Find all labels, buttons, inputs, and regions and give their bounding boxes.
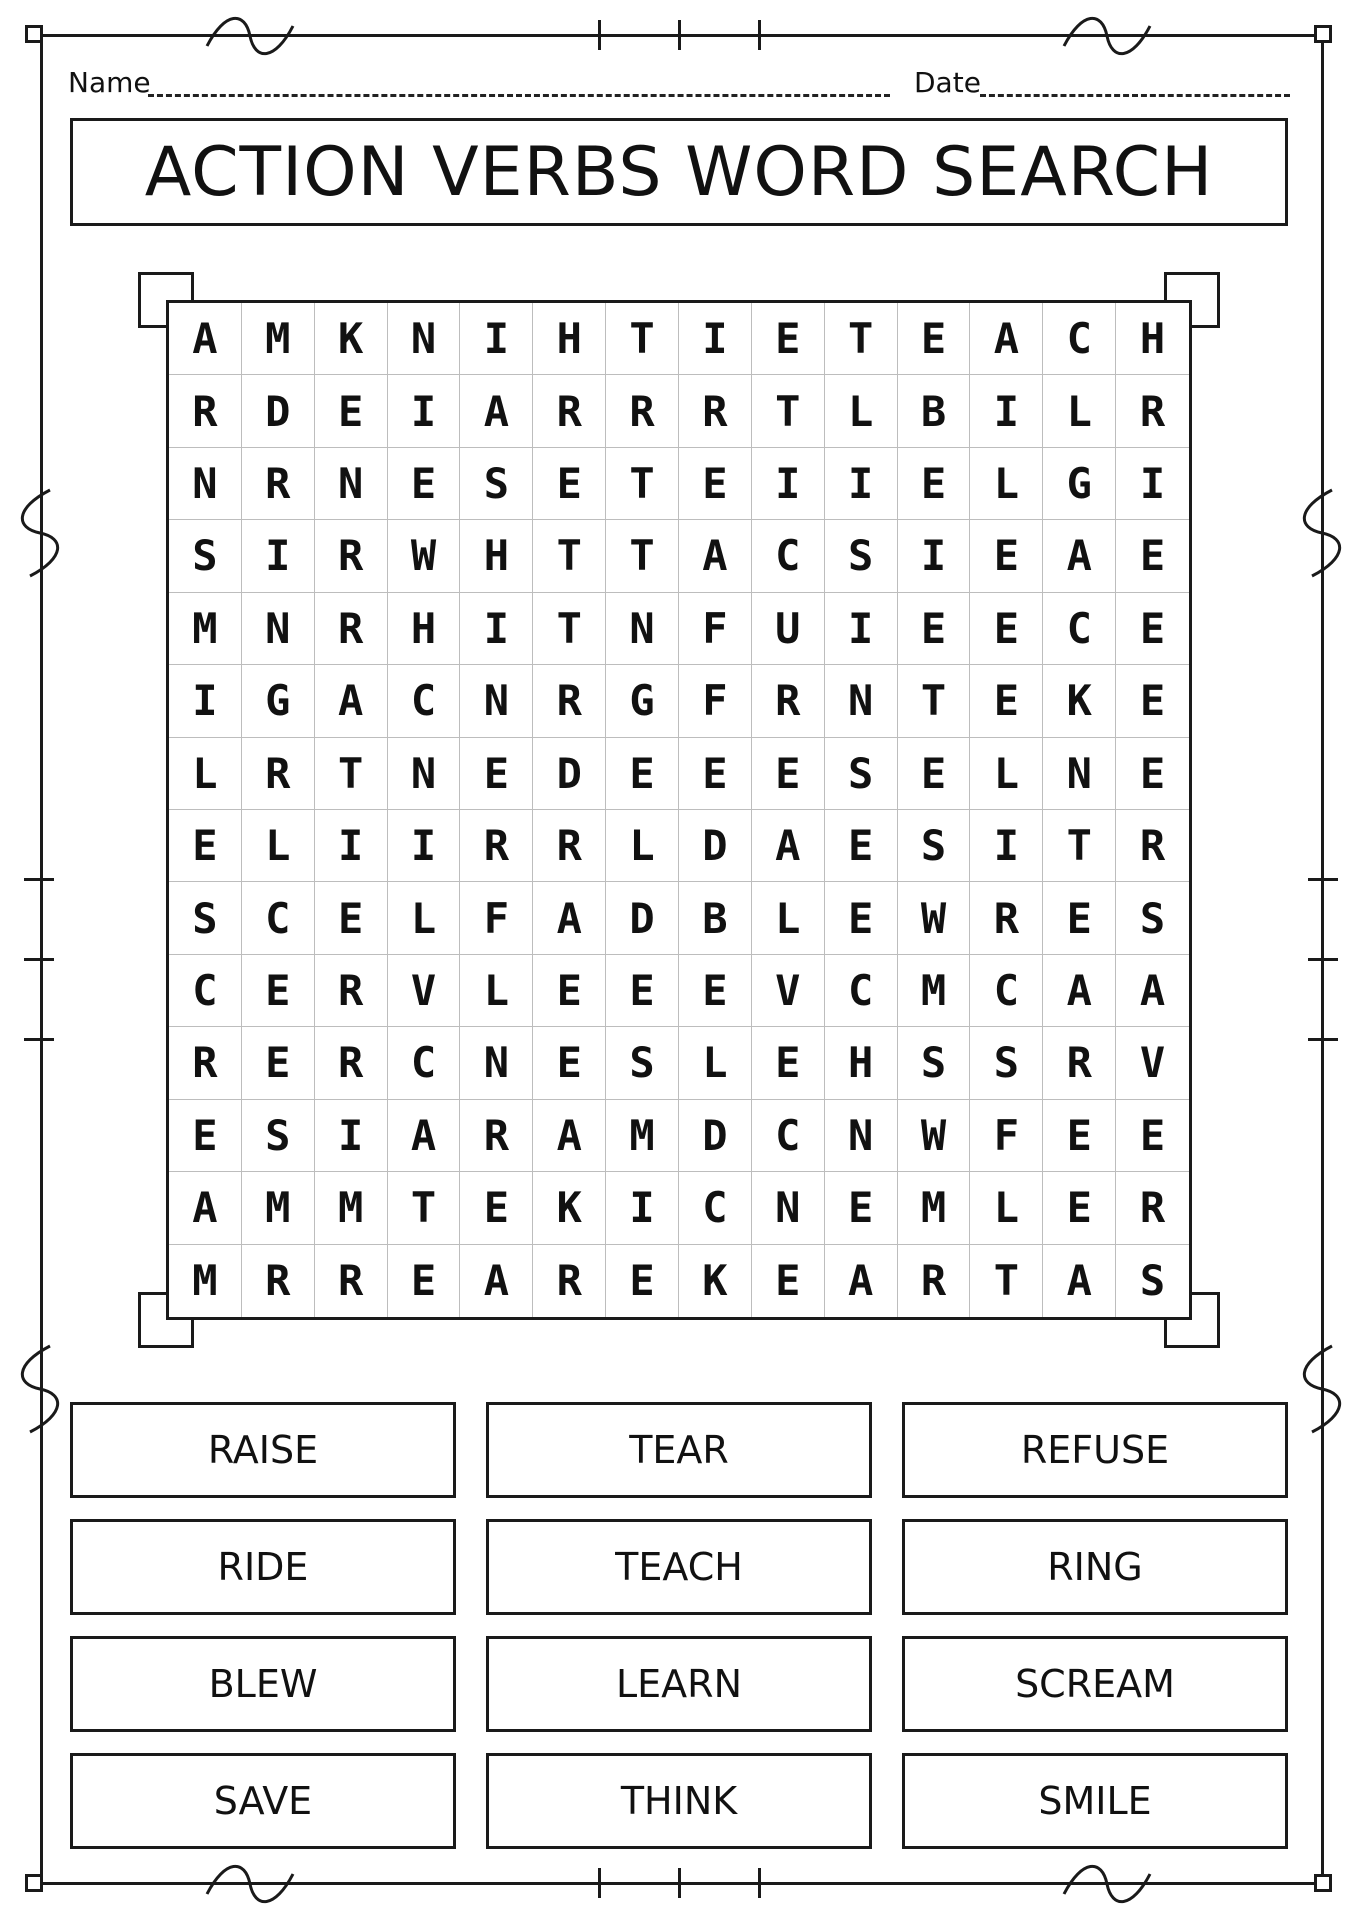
- grid-cell[interactable]: A: [460, 375, 533, 447]
- grid-cell[interactable]: R: [315, 520, 388, 592]
- word-bank-item: RIDE: [70, 1519, 456, 1615]
- word-bank-item: THINK: [486, 1753, 872, 1849]
- grid-cell[interactable]: E: [752, 1027, 825, 1099]
- word-bank-item: SMILE: [902, 1753, 1288, 1849]
- frame-tick: [24, 1038, 54, 1041]
- grid-cell[interactable]: E: [606, 738, 679, 810]
- grid-cell[interactable]: E: [1043, 1172, 1116, 1244]
- grid-cell[interactable]: G: [1043, 448, 1116, 520]
- grid-cell[interactable]: R: [315, 955, 388, 1027]
- grid-cell[interactable]: A: [533, 882, 606, 954]
- wave-decoration: [20, 1344, 60, 1434]
- grid-cell[interactable]: R: [970, 882, 1043, 954]
- grid-cell[interactable]: E: [1116, 738, 1189, 810]
- grid-cell[interactable]: E: [315, 375, 388, 447]
- word-bank-item: SCREAM: [902, 1636, 1288, 1732]
- grid-cell[interactable]: N: [460, 665, 533, 737]
- wave-decoration: [205, 1864, 295, 1904]
- grid-cell[interactable]: N: [825, 665, 898, 737]
- grid-cell[interactable]: E: [1043, 1100, 1116, 1172]
- grid-cell[interactable]: K: [533, 1172, 606, 1244]
- grid-cell[interactable]: W: [898, 882, 971, 954]
- grid-cell[interactable]: K: [315, 303, 388, 375]
- grid-cell[interactable]: S: [1116, 882, 1189, 954]
- grid-cell[interactable]: L: [970, 448, 1043, 520]
- grid-cell[interactable]: F: [679, 593, 752, 665]
- grid-cell[interactable]: E: [606, 955, 679, 1027]
- grid-cell[interactable]: E: [898, 303, 971, 375]
- grid-cell[interactable]: N: [1043, 738, 1116, 810]
- grid-cell[interactable]: L: [1043, 375, 1116, 447]
- grid-cell[interactable]: H: [1116, 303, 1189, 375]
- grid-cell[interactable]: M: [315, 1172, 388, 1244]
- grid-cell[interactable]: S: [825, 520, 898, 592]
- grid-cell[interactable]: C: [1043, 593, 1116, 665]
- frame-tick: [758, 20, 761, 50]
- grid-cell[interactable]: I: [1116, 448, 1189, 520]
- grid-cell[interactable]: V: [1116, 1027, 1189, 1099]
- grid-cell[interactable]: I: [679, 303, 752, 375]
- wave-decoration: [205, 16, 295, 56]
- grid-cell[interactable]: T: [606, 520, 679, 592]
- grid-cell[interactable]: L: [388, 882, 461, 954]
- title-box: [70, 118, 1288, 226]
- grid-cell[interactable]: G: [606, 665, 679, 737]
- grid-cell[interactable]: S: [970, 1027, 1043, 1099]
- grid-cell[interactable]: C: [388, 665, 461, 737]
- grid-cell[interactable]: R: [752, 665, 825, 737]
- grid-cell[interactable]: E: [752, 303, 825, 375]
- grid-cell[interactable]: F: [970, 1100, 1043, 1172]
- grid-cell[interactable]: S: [242, 1100, 315, 1172]
- grid-cell[interactable]: T: [825, 303, 898, 375]
- grid-cell[interactable]: D: [242, 375, 315, 447]
- grid-cell[interactable]: T: [970, 1245, 1043, 1317]
- wave-decoration: [1062, 16, 1152, 56]
- grid-cell[interactable]: I: [169, 665, 242, 737]
- grid-cell[interactable]: E: [242, 955, 315, 1027]
- date-field[interactable]: [980, 94, 1290, 97]
- grid-cell[interactable]: E: [460, 1172, 533, 1244]
- grid-cell[interactable]: R: [1043, 1027, 1116, 1099]
- grid-cell[interactable]: B: [679, 882, 752, 954]
- grid-cell[interactable]: N: [752, 1172, 825, 1244]
- grid-cell[interactable]: I: [825, 448, 898, 520]
- grid-cell[interactable]: E: [752, 738, 825, 810]
- grid-cell[interactable]: K: [679, 1245, 752, 1317]
- grid-cell[interactable]: L: [242, 810, 315, 882]
- word-bank-item: BLEW: [70, 1636, 456, 1732]
- grid-cell[interactable]: E: [825, 882, 898, 954]
- grid-cell[interactable]: E: [533, 448, 606, 520]
- grid-cell[interactable]: A: [1043, 955, 1116, 1027]
- grid-cell[interactable]: D: [606, 882, 679, 954]
- grid-cell[interactable]: C: [242, 882, 315, 954]
- grid-cell[interactable]: E: [970, 593, 1043, 665]
- grid-cell[interactable]: N: [388, 303, 461, 375]
- grid-cell[interactable]: E: [898, 448, 971, 520]
- wave-decoration: [20, 488, 60, 578]
- grid-cell[interactable]: R: [315, 1027, 388, 1099]
- grid-cell[interactable]: T: [606, 303, 679, 375]
- grid-cell[interactable]: E: [970, 665, 1043, 737]
- grid-cell[interactable]: M: [242, 1172, 315, 1244]
- grid-cell[interactable]: N: [460, 1027, 533, 1099]
- grid-cell[interactable]: R: [460, 810, 533, 882]
- grid-cell[interactable]: M: [169, 1245, 242, 1317]
- grid-cell[interactable]: E: [606, 1245, 679, 1317]
- frame-tick: [1308, 1038, 1338, 1041]
- grid-cell[interactable]: A: [679, 520, 752, 592]
- grid-cell[interactable]: A: [533, 1100, 606, 1172]
- frame-corner-bottom-left: [25, 1874, 43, 1892]
- grid-cell[interactable]: E: [679, 738, 752, 810]
- grid-cell[interactable]: A: [169, 1172, 242, 1244]
- grid-cell[interactable]: C: [388, 1027, 461, 1099]
- grid-cell[interactable]: S: [169, 882, 242, 954]
- grid-cell[interactable]: I: [970, 810, 1043, 882]
- grid-cell[interactable]: E: [242, 1027, 315, 1099]
- wave-decoration: [1302, 488, 1342, 578]
- grid-cell[interactable]: R: [242, 448, 315, 520]
- grid-cell[interactable]: N: [606, 593, 679, 665]
- frame-tick: [598, 20, 601, 50]
- grid-cell[interactable]: U: [752, 593, 825, 665]
- grid-cell[interactable]: C: [752, 520, 825, 592]
- grid-cell[interactable]: S: [606, 1027, 679, 1099]
- grid-cell[interactable]: A: [315, 665, 388, 737]
- frame-tick: [598, 1868, 601, 1898]
- grid-cell[interactable]: A: [970, 303, 1043, 375]
- grid-cell[interactable]: R: [1116, 1172, 1189, 1244]
- frame-tick: [678, 20, 681, 50]
- frame-tick: [24, 878, 54, 881]
- grid-cell[interactable]: E: [169, 1100, 242, 1172]
- word-bank-item: RING: [902, 1519, 1288, 1615]
- grid-cell[interactable]: I: [460, 303, 533, 375]
- grid-cell[interactable]: R: [533, 1245, 606, 1317]
- grid-cell[interactable]: S: [898, 810, 971, 882]
- grid-cell[interactable]: C: [169, 955, 242, 1027]
- grid-cell[interactable]: D: [679, 810, 752, 882]
- frame-tick: [678, 1868, 681, 1898]
- grid-cell[interactable]: W: [388, 520, 461, 592]
- grid-cell[interactable]: R: [242, 738, 315, 810]
- frame-corner-top-right: [1314, 25, 1332, 43]
- grid-cell[interactable]: R: [1116, 375, 1189, 447]
- grid-cell[interactable]: S: [898, 1027, 971, 1099]
- grid-cell[interactable]: E: [169, 810, 242, 882]
- grid-cell[interactable]: T: [533, 593, 606, 665]
- letter-grid: [166, 300, 1192, 1320]
- grid-cell[interactable]: L: [606, 810, 679, 882]
- grid-cell[interactable]: R: [315, 1245, 388, 1317]
- grid-cell[interactable]: R: [460, 1100, 533, 1172]
- grid-cell[interactable]: N: [242, 593, 315, 665]
- grid-cell[interactable]: C: [1043, 303, 1116, 375]
- grid-cell[interactable]: E: [388, 448, 461, 520]
- grid-cell[interactable]: N: [388, 738, 461, 810]
- grid-cell[interactable]: C: [970, 955, 1043, 1027]
- date-label: Date: [914, 66, 981, 99]
- word-search-area: [166, 300, 1192, 1320]
- grid-cell[interactable]: D: [679, 1100, 752, 1172]
- grid-cell[interactable]: N: [825, 1100, 898, 1172]
- grid-cell[interactable]: L: [825, 375, 898, 447]
- grid-cell[interactable]: R: [898, 1245, 971, 1317]
- frame-corner-top-left: [25, 25, 43, 43]
- word-bank-item: TEACH: [486, 1519, 872, 1615]
- name-label: Name: [68, 66, 151, 99]
- grid-cell[interactable]: A: [752, 810, 825, 882]
- grid-cell[interactable]: A: [1116, 955, 1189, 1027]
- grid-cell[interactable]: S: [1139, 1256, 1166, 1306]
- grid-cell[interactable]: R: [1116, 810, 1189, 882]
- grid-cell[interactable]: H: [533, 303, 606, 375]
- grid-cell[interactable]: I: [606, 1172, 679, 1244]
- grid-cell[interactable]: R: [169, 375, 242, 447]
- grid-cell[interactable]: L: [460, 955, 533, 1027]
- frame-tick: [1308, 878, 1338, 881]
- grid-cell[interactable]: A: [388, 1100, 461, 1172]
- word-bank-item: RAISE: [70, 1402, 456, 1498]
- grid-cell[interactable]: R: [533, 810, 606, 882]
- grid-cell[interactable]: F: [679, 665, 752, 737]
- grid-cell[interactable]: T: [388, 1172, 461, 1244]
- grid-cell[interactable]: W: [898, 1100, 971, 1172]
- grid-cell[interactable]: A: [1043, 520, 1116, 592]
- grid-cell[interactable]: H: [388, 593, 461, 665]
- grid-cell[interactable]: E: [752, 1245, 825, 1317]
- frame-tick: [758, 1868, 761, 1898]
- grid-cell[interactable]: E: [1116, 520, 1189, 592]
- grid-cell[interactable]: I: [388, 810, 461, 882]
- grid-cell[interactable]: I: [752, 448, 825, 520]
- grid-cell[interactable]: E: [825, 1172, 898, 1244]
- grid-cell[interactable]: E: [1116, 665, 1189, 737]
- grid-cell[interactable]: A: [825, 1245, 898, 1317]
- grid-cell[interactable]: B: [898, 375, 971, 447]
- frame-corner-bottom-right: [1314, 1874, 1332, 1892]
- grid-cell[interactable]: E: [898, 593, 971, 665]
- grid-cell[interactable]: L: [169, 738, 242, 810]
- grid-cell[interactable]: A: [169, 303, 242, 375]
- grid-cell[interactable]: C: [825, 955, 898, 1027]
- grid-cell[interactable]: I: [315, 810, 388, 882]
- grid-cell[interactable]: L: [970, 738, 1043, 810]
- grid-cell[interactable]: M: [898, 955, 971, 1027]
- frame-tick: [24, 958, 54, 961]
- grid-cell[interactable]: M: [242, 303, 315, 375]
- grid-cell[interactable]: E: [679, 448, 752, 520]
- grid-cell[interactable]: T: [315, 738, 388, 810]
- grid-cell[interactable]: E: [533, 1027, 606, 1099]
- grid-cell[interactable]: M: [606, 1100, 679, 1172]
- grid-cell[interactable]: I: [825, 593, 898, 665]
- grid-cell[interactable]: N: [315, 448, 388, 520]
- grid-cell[interactable]: R: [533, 665, 606, 737]
- grid-cell[interactable]: R: [533, 375, 606, 447]
- grid-cell[interactable]: E: [898, 738, 971, 810]
- grid-cell[interactable]: A: [1043, 1245, 1116, 1317]
- grid-cell[interactable]: L: [679, 1027, 752, 1099]
- grid-cell[interactable]: N: [169, 448, 242, 520]
- grid-cell[interactable]: S: [169, 520, 242, 592]
- grid-cell[interactable]: E: [460, 738, 533, 810]
- page-title: ACTION VERBS WORD SEARCH: [144, 132, 1214, 212]
- grid-cell[interactable]: T: [606, 448, 679, 520]
- grid-cell[interactable]: M: [169, 593, 242, 665]
- grid-cell[interactable]: I: [242, 520, 315, 592]
- name-date-row: [68, 66, 1290, 106]
- grid-cell[interactable]: R: [606, 375, 679, 447]
- grid-cell[interactable]: I: [315, 1100, 388, 1172]
- grid-cell[interactable]: R: [679, 375, 752, 447]
- word-bank-item: REFUSE: [902, 1402, 1288, 1498]
- grid-cell[interactable]: R: [169, 1027, 242, 1099]
- wave-decoration: [1302, 1344, 1342, 1434]
- grid-cell[interactable]: E: [388, 1245, 461, 1317]
- grid-cell[interactable]: A: [460, 1245, 533, 1317]
- grid-cell[interactable]: I: [388, 375, 461, 447]
- grid-cell[interactable]: E: [1116, 1100, 1189, 1172]
- grid-cell[interactable]: L: [752, 882, 825, 954]
- word-bank-item: LEARN: [486, 1636, 872, 1732]
- grid-cell[interactable]: E: [825, 810, 898, 882]
- word-bank-item: TEAR: [486, 1402, 872, 1498]
- grid-cell[interactable]: I: [460, 593, 533, 665]
- frame-tick: [1308, 958, 1338, 961]
- grid-cell[interactable]: C: [679, 1172, 752, 1244]
- grid-cell[interactable]: T: [533, 520, 606, 592]
- grid-cell[interactable]: F: [460, 882, 533, 954]
- grid-cell[interactable]: I: [970, 375, 1043, 447]
- grid-cell[interactable]: T: [1043, 810, 1116, 882]
- word-bank-item: SAVE: [70, 1753, 456, 1849]
- grid-cell[interactable]: H: [460, 520, 533, 592]
- grid-cell[interactable]: V: [388, 955, 461, 1027]
- grid-cell[interactable]: H: [825, 1027, 898, 1099]
- grid-cell[interactable]: T: [752, 375, 825, 447]
- grid-cell[interactable]: M: [898, 1172, 971, 1244]
- grid-cell[interactable]: D: [533, 738, 606, 810]
- grid-cell[interactable]: E: [533, 955, 606, 1027]
- grid-cell[interactable]: L: [970, 1172, 1043, 1244]
- grid-cell[interactable]: K: [1043, 665, 1116, 737]
- grid-cell[interactable]: T: [898, 665, 971, 737]
- grid-cell[interactable]: E: [1116, 593, 1189, 665]
- grid-cell[interactable]: V: [752, 955, 825, 1027]
- grid-cell[interactable]: C: [752, 1100, 825, 1172]
- grid-cell[interactable]: S: [460, 448, 533, 520]
- grid-cell[interactable]: E: [1043, 882, 1116, 954]
- name-field[interactable]: [148, 94, 890, 97]
- grid-cell[interactable]: E: [679, 955, 752, 1027]
- grid-cell[interactable]: I: [898, 520, 971, 592]
- grid-cell[interactable]: E: [970, 520, 1043, 592]
- grid-cell[interactable]: G: [242, 665, 315, 737]
- wave-decoration: [1062, 1864, 1152, 1904]
- grid-cell[interactable]: E: [315, 882, 388, 954]
- grid-cell[interactable]: R: [242, 1245, 315, 1317]
- grid-cell[interactable]: R: [315, 593, 388, 665]
- grid-cell[interactable]: S: [825, 738, 898, 810]
